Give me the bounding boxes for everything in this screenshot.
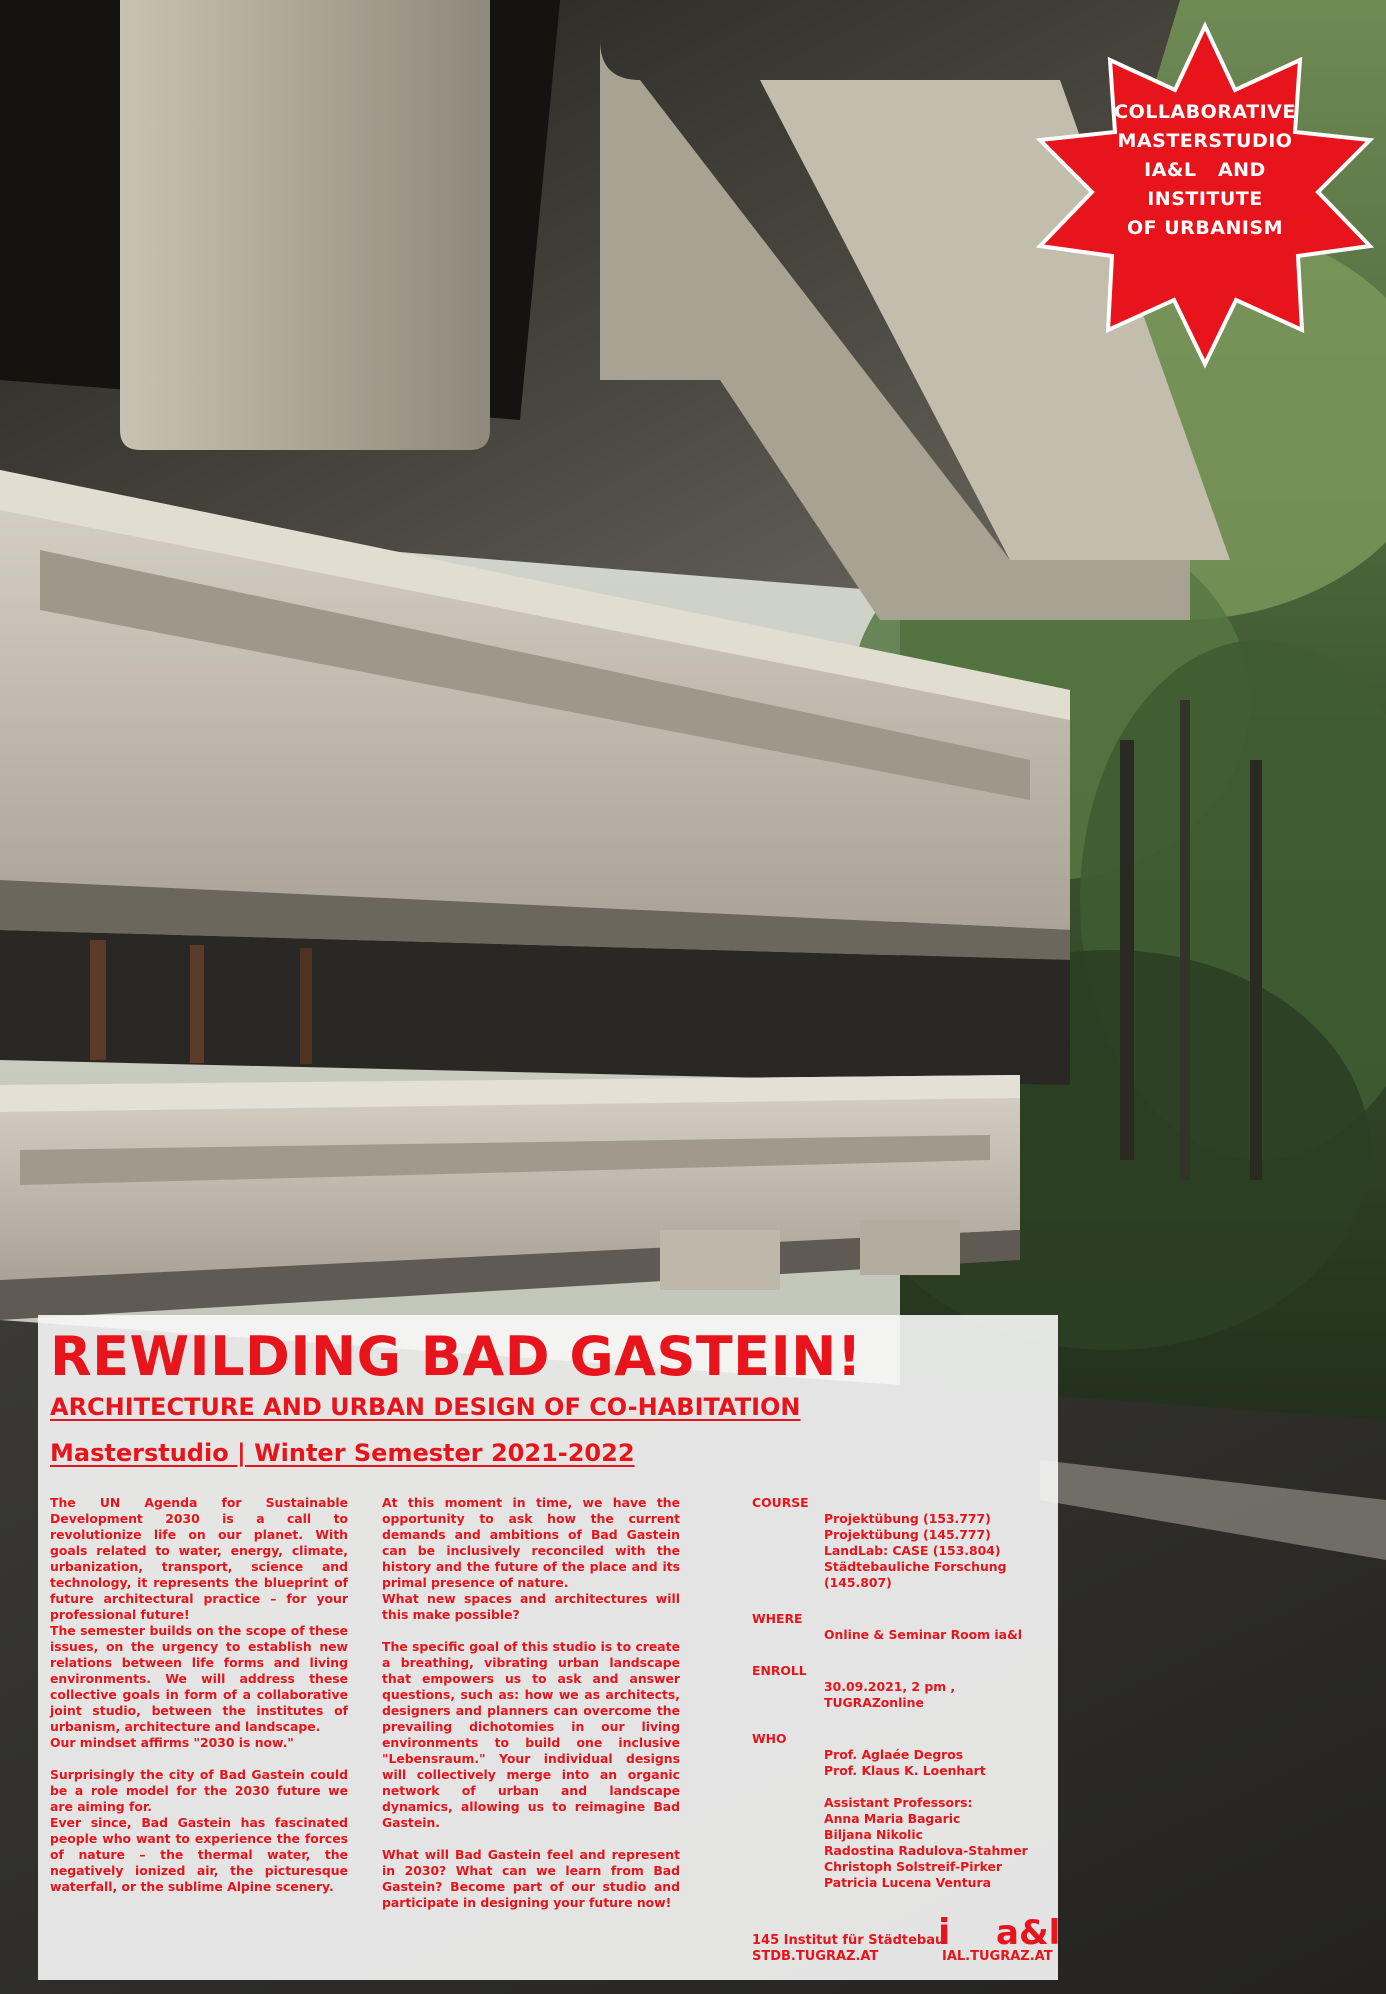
ial-logo-i: i [938, 1912, 951, 1953]
where-value: Online & Seminar Room ia&l [824, 1627, 1023, 1642]
paragraph: The semester builds on the scope of these issues, on the urgency to establish new relations between life forms and living environments. We will address these collective goals in form of a collaborative joint studio, between the institutes of urbanism, architecture and landscape. [50, 1623, 348, 1734]
paragraph: Our mindset affirms "2030 is now." [50, 1735, 294, 1750]
ial-logo-al: a&l [996, 1913, 1061, 1953]
poster-subtitle: ARCHITECTURE AND URBAN DESIGN OF CO-HABITATION [50, 1393, 801, 1421]
semester-heading: Masterstudio | Winter Semester 2021-2022 [50, 1439, 635, 1467]
poster-title: REWILDING BAD GASTEIN! [50, 1325, 862, 1388]
badge-line: MASTERSTUDIO [1117, 130, 1293, 152]
text-column-2 [382, 1495, 680, 1911]
assistant-name: Anna Maria Bagaric [824, 1811, 961, 1826]
course-item: Städtebauliche Forschung (145.807) [824, 1559, 1007, 1590]
paragraph: At this moment in time, we have the opportunity to ask how the current demands and ambitions of Bad Gastein can be inclusively reconciled with the history and the future of the place and its primal presence of nature. [382, 1495, 680, 1590]
paragraph: Ever since, Bad Gastein has fascinated people who want to experience the forces of nature – the thermal water, the negatively ionized air, the picturesque waterfall, or the sublime Alpine scenery. [50, 1815, 348, 1894]
assistant-name: Radostina Radulova-Stahmer [824, 1843, 1028, 1858]
institute-number: 145 [752, 1933, 780, 1948]
info-panel [38, 1315, 1061, 1980]
paragraph: The UN Agenda for Sustainable Development 2030 is a call to revolutionize life on our planet. With goals related to water, energy, climate, urbanization, transport, science and technology, it represents the blueprint of future architectural practice – for your professional future! [50, 1495, 348, 1622]
text-column-1 [50, 1495, 348, 1895]
paragraph: What new spaces and architectures will this make possible? [382, 1591, 680, 1622]
badge-line: IA&L AND [1144, 159, 1266, 181]
enroll-value: 30.09.2021, 2 pm , TUGRAZonline [824, 1679, 956, 1710]
institute-url[interactable]: STDB.TUGRAZ.AT [752, 1949, 879, 1964]
course-section [752, 1495, 1052, 1591]
who-section [752, 1731, 1052, 1891]
assistants-label: Assistant Professors: [824, 1795, 973, 1810]
enroll-section [752, 1663, 1052, 1711]
ial-url[interactable]: IAL.TUGRAZ.AT [942, 1949, 1053, 1964]
professor-name: Prof. Aglaée Degros [824, 1747, 964, 1762]
badge-line: INSTITUTE [1147, 188, 1263, 210]
footer [752, 1912, 1061, 1971]
where-label: WHERE [752, 1611, 803, 1626]
course-item: LandLab: CASE (153.804) [824, 1543, 1001, 1558]
badge-line: OF URBANISM [1126, 217, 1284, 239]
badge-line: COLLABORATIVE [1114, 101, 1296, 123]
institute-name: Institut für Städtebau [783, 1933, 945, 1948]
who-label: WHO [752, 1731, 787, 1746]
paragraph: What will Bad Gastein feel and represent in 2030? What can we learn from Bad Gastein? Become part of our studio and participate in designing your future now! [382, 1847, 680, 1910]
paragraph: Surprisingly the city of Bad Gastein could be a role model for the 2030 future we are aiming for. [50, 1767, 348, 1814]
collaborative-badge [1030, 20, 1380, 370]
course-label: COURSE [752, 1495, 809, 1510]
paragraph: The specific goal of this studio is to create a breathing, vibrating urban landscape that empowers us to ask and answer questions, such as: how we as architects, designers and planners can overcome the prevailing dichotomies in our living environments to build one inclusive "Lebensraum." Your individual designs will collectively merge into an organic network of urban and landscape dynamics, allowing us to reimagine Bad Gastein. [382, 1639, 680, 1830]
institute-credit [752, 1933, 944, 1965]
course-item: Projektübung (145.777) [824, 1527, 991, 1542]
professor-name: Prof. Klaus K. Loenhart [824, 1763, 986, 1778]
assistant-name: Patricia Lucena Ventura [824, 1875, 991, 1890]
where-section [752, 1611, 1052, 1643]
course-item: Projektübung (153.777) [824, 1511, 991, 1526]
course-info [752, 1495, 1052, 1911]
assistant-name: Biljana Nikolic [824, 1827, 923, 1842]
badge-text [1090, 98, 1320, 243]
enroll-label: ENROLL [752, 1663, 807, 1678]
assistant-name: Christoph Solstreif-Pirker [824, 1859, 1003, 1874]
